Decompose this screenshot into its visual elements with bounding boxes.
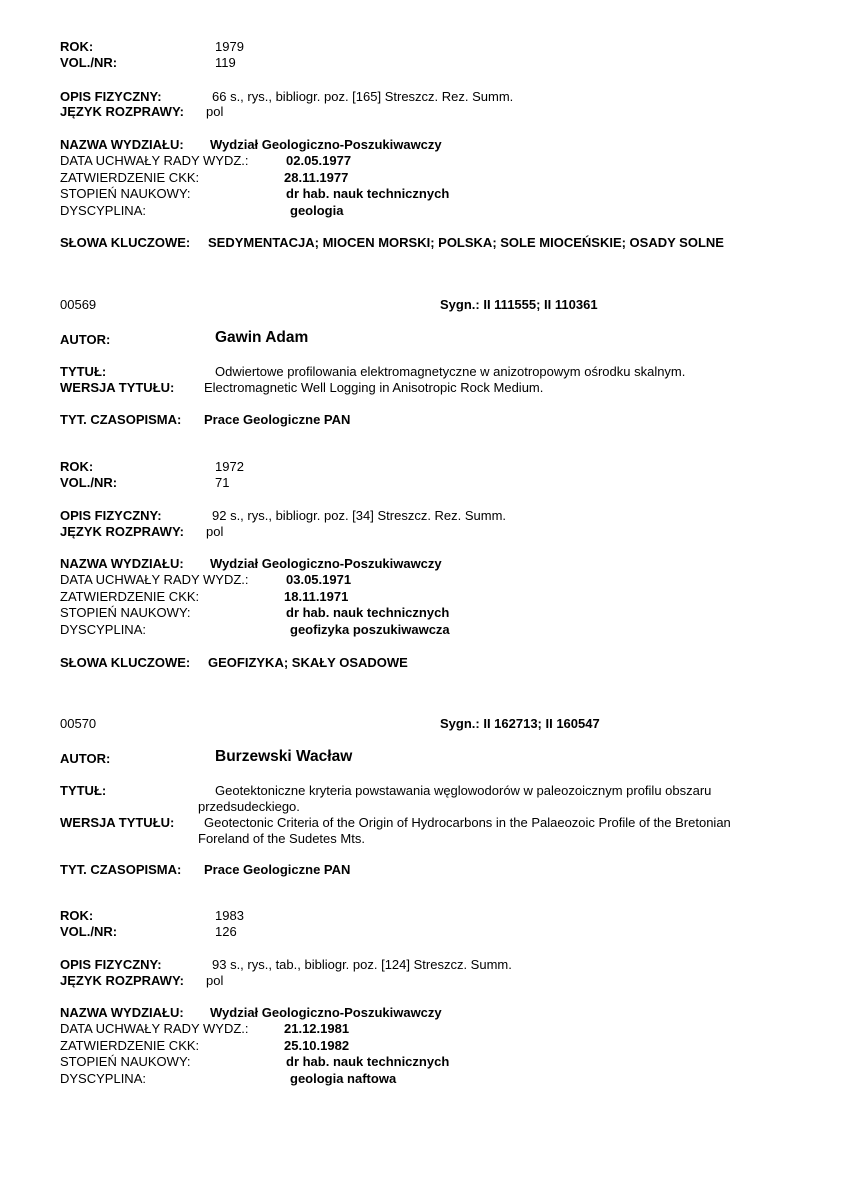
vol-value: 119 <box>215 55 236 70</box>
slowa-label: SŁOWA KLUCZOWE: <box>60 235 191 250</box>
tytul-label: TYTUŁ: <box>60 364 107 379</box>
data-uchwaly-value: 03.05.1971 <box>286 572 352 587</box>
wersja-label: WERSJA TYTUŁU: <box>60 380 175 395</box>
stopien-value: dr hab. nauk technicznych <box>286 605 450 620</box>
zatwierdzenie-value: 28.11.1977 <box>284 170 349 185</box>
zatwierdzenie-value: 25.10.1982 <box>284 1038 350 1053</box>
slowa-label: SŁOWA KLUCZOWE: <box>60 655 191 670</box>
czasopismo-label: TYT. CZASOPISMA: <box>60 412 182 427</box>
data-uchwaly-label: DATA UCHWAŁY RADY WYDZ.: <box>60 153 249 168</box>
data-uchwaly-value: 21.12.1981 <box>284 1021 350 1036</box>
rok-label: ROK: <box>60 908 94 923</box>
sygnatura: Sygn.: II 162713; II 160547 <box>440 716 600 731</box>
opis-label: OPIS FIZYCZNY: <box>60 957 162 972</box>
tytul-value: Odwiertowe profilowania elektromagnetyczne w anizotropowym ośrodku skalnym. <box>215 364 686 379</box>
wydzial-label: NAZWA WYDZIAŁU: <box>60 137 184 152</box>
record-number: 00569 <box>60 297 97 312</box>
dyscyplina-label: DYSCYPLINA: <box>60 622 146 637</box>
jezyk-value: pol <box>206 973 224 988</box>
vol-label: VOL./NR: <box>60 924 118 939</box>
data-uchwaly-label: DATA UCHWAŁY RADY WYDZ.: <box>60 572 249 587</box>
jezyk-value: pol <box>206 524 224 539</box>
vol-label: VOL./NR: <box>60 55 118 70</box>
rok-label: ROK: <box>60 39 94 54</box>
opis-value: 93 s., rys., tab., bibliogr. poz. [124] Streszcz. Summ. <box>212 957 512 972</box>
jezyk-label: JĘZYK ROZPRAWY: <box>60 104 184 119</box>
wydzial-value: Wydział Geologiczno-Poszukiwawczy <box>210 1005 442 1020</box>
slowa-value: GEOFIZYKA; SKAŁY OSADOWE <box>208 655 408 670</box>
autor-label: AUTOR: <box>60 332 111 347</box>
sygnatura: Sygn.: II 111555; II 110361 <box>440 297 598 312</box>
autor-value: Gawin Adam <box>215 329 309 346</box>
tytul-label: TYTUŁ: <box>60 783 107 798</box>
wydzial-label: NAZWA WYDZIAŁU: <box>60 1005 184 1020</box>
tytul-value-line1: Geotektoniczne kryteria powstawania węglowodorów w paleozoicznym profilu obszaru <box>215 783 712 798</box>
wersja-label: WERSJA TYTUŁU: <box>60 815 175 830</box>
czasopismo-value: Prace Geologiczne PAN <box>204 412 351 427</box>
rok-value: 1972 <box>215 459 244 474</box>
autor-label: AUTOR: <box>60 751 111 766</box>
dyscyplina-value: geologia naftowa <box>290 1071 397 1086</box>
vol-value: 126 <box>215 924 237 939</box>
slowa-value: SEDYMENTACJA; MIOCEN MORSKI; POLSKA; SOLE MIOCEŃSKIE; OSADY SOLNE <box>208 235 724 250</box>
opis-value: 92 s., rys., bibliogr. poz. [34] Streszcz. Rez. Summ. <box>212 508 507 523</box>
opis-label: OPIS FIZYCZNY: <box>60 89 162 104</box>
jezyk-value: pol <box>206 104 224 119</box>
vol-value: 71 <box>215 475 230 490</box>
wydzial-value: Wydział Geologiczno-Poszukiwawczy <box>210 137 442 152</box>
zatwierdzenie-value: 18.11.1971 <box>284 589 349 604</box>
dyscyplina-value: geologia <box>290 203 344 218</box>
tytul-value-line2: przedsudeckiego. <box>198 799 300 814</box>
autor-value: Burzewski Wacław <box>215 748 353 765</box>
dyscyplina-label: DYSCYPLINA: <box>60 203 146 218</box>
rok-value: 1979 <box>215 39 244 54</box>
stopien-value: dr hab. nauk technicznych <box>286 186 450 201</box>
rok-label: ROK: <box>60 459 94 474</box>
wydzial-value: Wydział Geologiczno-Poszukiwawczy <box>210 556 442 571</box>
opis-value: 66 s., rys., bibliogr. poz. [165] Streszcz. Rez. Summ. <box>212 89 514 104</box>
wersja-value-line2: Foreland of the Sudetes Mts. <box>198 831 365 846</box>
wersja-value: Electromagnetic Well Logging in Anisotropic Rock Medium. <box>204 380 544 395</box>
jezyk-label: JĘZYK ROZPRAWY: <box>60 524 184 539</box>
data-uchwaly-value: 02.05.1977 <box>286 153 352 168</box>
czasopismo-label: TYT. CZASOPISMA: <box>60 862 182 877</box>
jezyk-label: JĘZYK ROZPRAWY: <box>60 973 184 988</box>
zatwierdzenie-label: ZATWIERDZENIE CKK: <box>60 170 200 185</box>
zatwierdzenie-label: ZATWIERDZENIE CKK: <box>60 589 200 604</box>
stopien-label: STOPIEŃ NAUKOWY: <box>60 1054 191 1069</box>
vol-label: VOL./NR: <box>60 475 118 490</box>
data-uchwaly-label: DATA UCHWAŁY RADY WYDZ.: <box>60 1021 249 1036</box>
record-number: 00570 <box>60 716 97 731</box>
wersja-value-line1: Geotectonic Criteria of the Origin of Hydrocarbons in the Palaeozoic Profile of the Bretonian <box>204 815 731 830</box>
stopien-value: dr hab. nauk technicznych <box>286 1054 450 1069</box>
zatwierdzenie-label: ZATWIERDZENIE CKK: <box>60 1038 200 1053</box>
czasopismo-value: Prace Geologiczne PAN <box>204 862 351 877</box>
stopien-label: STOPIEŃ NAUKOWY: <box>60 186 191 201</box>
dyscyplina-label: DYSCYPLINA: <box>60 1071 146 1086</box>
opis-label: OPIS FIZYCZNY: <box>60 508 162 523</box>
rok-value: 1983 <box>215 908 244 923</box>
wydzial-label: NAZWA WYDZIAŁU: <box>60 556 184 571</box>
stopien-label: STOPIEŃ NAUKOWY: <box>60 605 191 620</box>
dyscyplina-value: geofizyka poszukiwawcza <box>290 622 450 637</box>
